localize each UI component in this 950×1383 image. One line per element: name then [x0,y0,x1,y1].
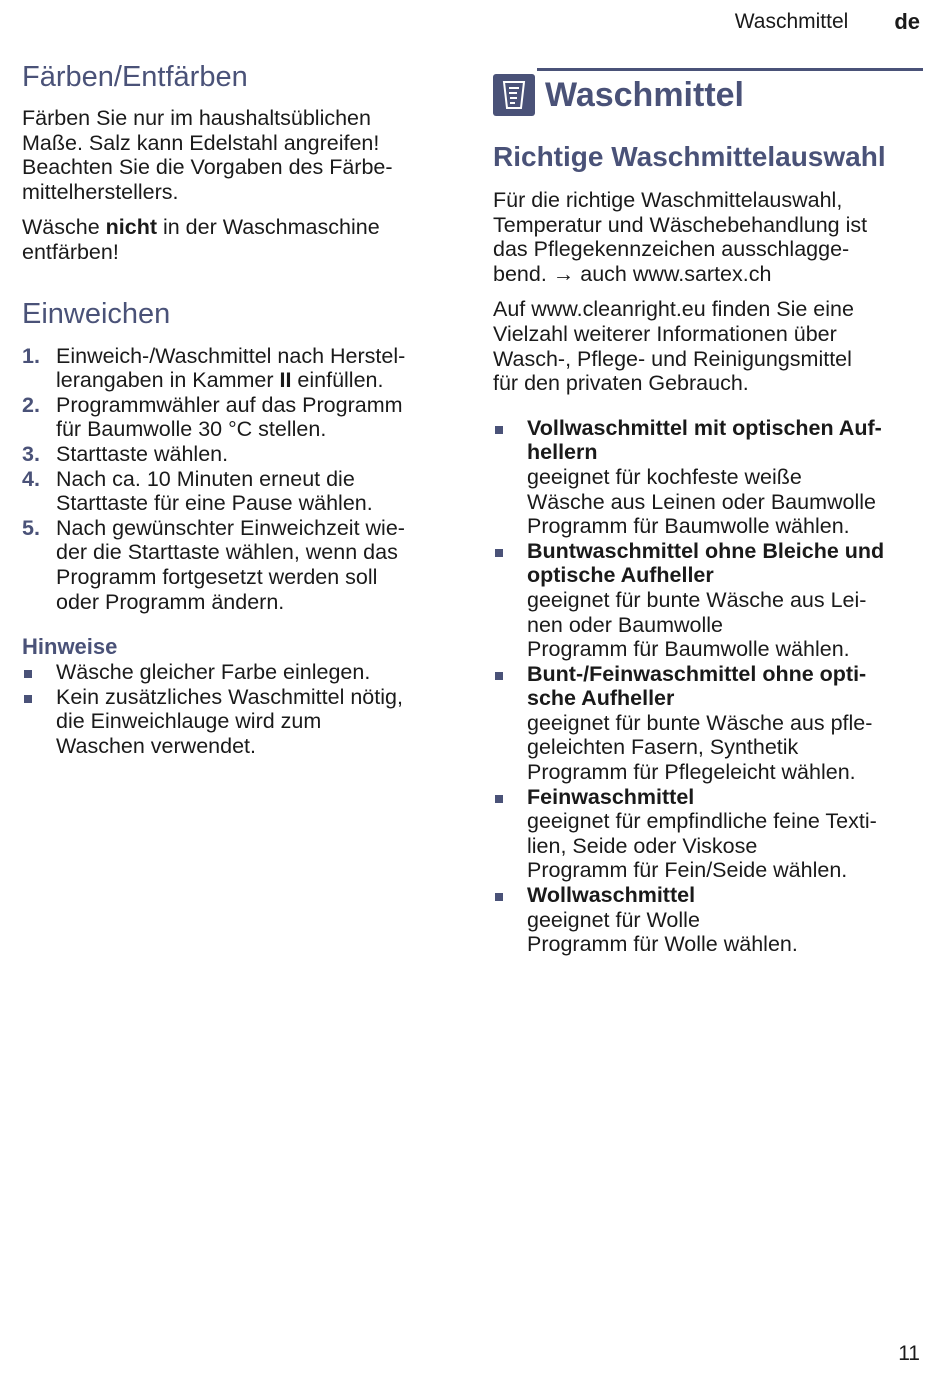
hinweise-list [22,660,452,758]
square-bullet-icon [495,795,503,803]
section-subtitle: Richtige Waschmittelauswahl [493,141,886,172]
intro-paragraph: Für die richtige Waschmittelauswahl, Temperatur und Wäschebehandlung ist das Pflegekennzeichen ausschlagge- bend. → auch www.sartex.ch [493,188,868,286]
list-item: Wäsche gleicher Farbe einlegen. [22,660,452,685]
hinweise-title: Hinweise [22,634,118,660]
step-1: 1. Einweich-/Waschmittel nach Herstel- lerangaben in Kammer II einfüllen. [22,343,406,393]
list-item: Feinwaschmittel geeignet für empfindliche feine Texti- lien, Seide oder Viskose Programm für Fein/Seide wählen. [493,785,923,883]
step-5: 5. Nach gewünschter Einweichzeit wie- der die Starttaste wählen, wenn das Programm fortgesetzt werden soll oder Programm ändern. [22,515,405,614]
square-bullet-icon [24,670,32,678]
list-item: Kein zusätzliches Waschmittel nötig, die Einweichlauge wird zum Waschen verwendet. [22,685,452,759]
detergent-cup-icon [493,74,535,116]
header-section: Waschmittel [734,10,849,33]
section-title-einweichen: Einweichen [22,297,171,330]
square-bullet-icon [495,549,503,557]
page-header [735,8,920,36]
left-column [22,60,452,758]
info-paragraph: Auf www.cleanright.eu finden Sie eine Vielzahl weiterer Informationen über Wasch-, Pflege- und Reinigungsmittel für den privaten Gebrauch. [493,297,854,396]
einweichen-steps [22,344,452,615]
right-column [493,68,923,957]
arrow-right-icon: → [552,261,575,286]
step-2: 2. Programmwähler auf das Programm für Baumwolle 30 °C stellen. [22,392,403,442]
list-item: Wollwaschmittel geeignet für Wolle Programm für Wolle wählen. [493,883,923,957]
faerben-paragraph-1: Färben Sie nur im haushaltsüblichen Maße. Salz kann Edelstahl angreifen! Beachten Sie die Vorgaben des Färbe- mittelherstellers. [22,106,393,204]
step-4: 4. Nach ca. 10 Minuten erneut die Starttaste für eine Pause wählen. [22,466,373,516]
square-bullet-icon [495,893,503,901]
square-bullet-icon [495,426,503,434]
step-3: 3. Starttaste wählen. [22,441,229,466]
header-lang: de [894,9,920,34]
square-bullet-icon [495,672,503,680]
section-title-faerben: Färben/Entfärben [22,61,248,93]
list-item: Buntwaschmittel ohne Bleiche und optische Aufheller geeignet für bunte Wäsche aus Lei- nen oder Baumwolle Programm für Baumwolle wählen. [493,539,923,662]
detergent-list [493,416,923,957]
chapter-heading [493,74,923,116]
square-bullet-icon [24,695,32,703]
page-number: 11 [898,1342,920,1365]
list-item: Bunt-/Feinwaschmittel ohne opti- sche Aufheller geeignet für bunte Wäsche aus pfle- geleichten Fasern, Synthetik Programm für Pflegeleicht wählen. [493,662,923,785]
list-item: Vollwaschmittel mit optischen Auf- hellern geeignet für kochfeste weiße Wäsche aus Leinen oder Baumwolle Programm für Baumwolle wählen. [493,416,923,539]
faerben-paragraph-2: Wäsche nicht in der Waschmaschine entfärben! [22,215,380,264]
section-top-rule [537,68,923,71]
chapter-title: Waschmittel [545,76,745,114]
